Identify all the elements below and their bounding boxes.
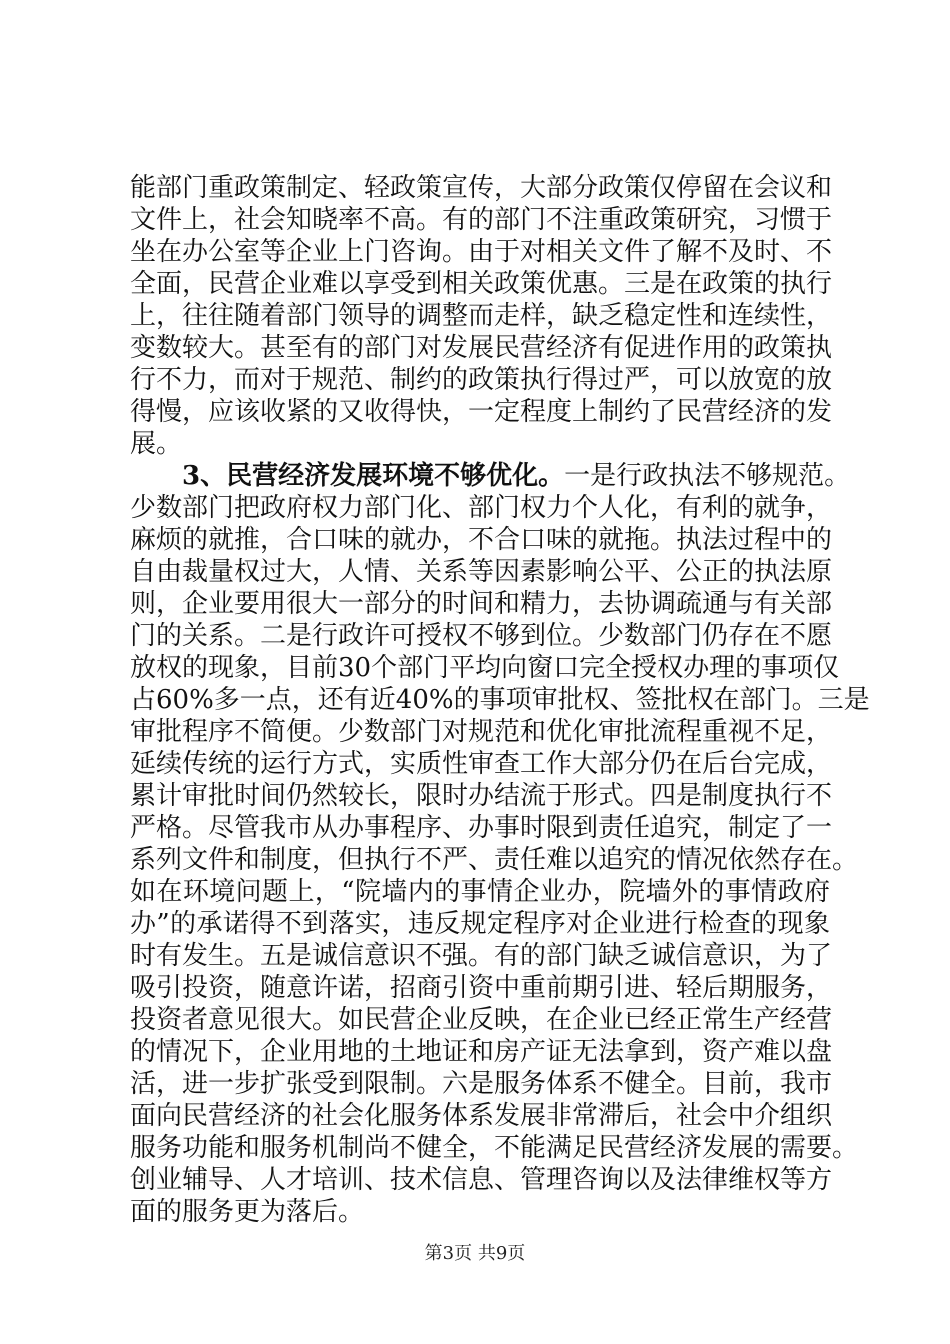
paragraph-1-line: 行不力，而对于规范、制约的政策执行得过严，可以放宽的放	[130, 365, 833, 395]
paragraph-2-line: 吸引投资，随意许诺，招商引资中重前期引进、轻后期服务，	[130, 973, 833, 1003]
paragraph-2-line: 累计审批时间仍然较长，限时办结流于形式。四是制度执行不	[130, 781, 833, 811]
paragraph-2-line: 少数部门把政府权力部门化、部门权力个人化，有利的就争，	[130, 493, 833, 523]
paragraph-2-line: 时有发生。五是诚信意识不强。有的部门缺乏诚信意识，为了	[130, 941, 833, 971]
paragraph-2-line: 放权的现象，目前30个部门平均向窗口完全授权办理的事项仅	[130, 653, 840, 683]
paragraph-2-first-line	[130, 460, 851, 492]
paragraph-2	[130, 460, 870, 1228]
paragraph-1-line: 能部门重政策制定、轻政策宣传，大部分政策仅停留在会议和	[130, 173, 833, 203]
paragraph-2-line: 服务功能和服务机制尚不健全，不能满足民营经济发展的需要。	[130, 1133, 859, 1163]
paragraph-2-line: 门的关系。二是行政许可授权不够到位。少数部门仍存在不愿	[130, 621, 833, 651]
paragraph-2-line: 面的服务更为落后。	[130, 1197, 365, 1227]
paragraph-1-line: 文件上，社会知晓率不高。有的部门不注重政策研究，习惯于	[130, 205, 833, 235]
paragraph-2-line: 延续传统的运行方式，实质性审查工作大部分仍在后台完成，	[130, 749, 833, 779]
paragraph-1-line: 变数较大。甚至有的部门对发展民营经济有促进作用的政策执	[130, 333, 833, 363]
paragraph-1-line: 得慢，应该收紧的又收得快，一定程度上制约了民营经济的发	[130, 397, 833, 427]
paragraph-2-first-line-text: 一是行政执法不够规范。	[564, 461, 851, 491]
paragraph-2-line: 如在环境问题上，“院墙内的事情企业办，院墙外的事情政府	[130, 877, 830, 907]
paragraph-2-line: 面向民营经济的社会化服务体系发展非常滞后，社会中介组织	[130, 1101, 833, 1131]
paragraph-2-line: 严格。尽管我市从办事程序、办事时限到责任追究，制定了一	[130, 813, 833, 843]
paragraph-1-line: 坐在办公室等企业上门咨询。由于对相关文件了解不及时、不	[130, 237, 833, 267]
page-number-footer: 第3页 共9页	[424, 1243, 526, 1264]
paragraph-2-line: 审批程序不简便。少数部门对规范和优化审批流程重视不足，	[130, 717, 833, 747]
document-body	[130, 172, 870, 1228]
paragraph-2-line: 创业辅导、人才培训、技术信息、管理咨询以及法律维权等方	[130, 1165, 833, 1195]
paragraph-2-line: 办”的承诺得不到落实，违反规定程序对企业进行检查的现象	[130, 909, 830, 939]
paragraph-1-line: 全面，民营企业难以享受到相关政策优惠。三是在政策的执行	[130, 269, 833, 299]
paragraph-2-line: 自由裁量权过大，人情、关系等因素影响公平、公正的执法原	[130, 557, 833, 587]
paragraph-1-line: 展。	[130, 429, 183, 459]
paragraph-2-line: 系列文件和制度，但执行不严、责任难以追究的情况依然存在。	[130, 845, 859, 875]
paragraph-2-line: 活，进一步扩张受到限制。六是服务体系不健全。目前，我市	[130, 1069, 833, 1099]
paragraph-2-line: 占60%多一点，还有近40%的事项审批权、签批权在部门。三是	[130, 685, 870, 715]
paragraph-2-line: 则，企业要用很大一部分的时间和精力，去协调疏通与有关部	[130, 589, 833, 619]
paragraph-1	[130, 172, 833, 460]
paragraph-1-line: 上，往往随着部门领导的调整而走样，缺乏稳定性和连续性，	[130, 301, 833, 331]
section-heading: 3、民营经济发展环境不够优化。	[182, 461, 565, 491]
paragraph-2-line: 投资者意见很大。如民营企业反映，在企业已经正常生产经营	[130, 1005, 833, 1035]
paragraph-2-line: 麻烦的就推，合口味的就办，不合口味的就拖。执法过程中的	[130, 525, 833, 555]
paragraph-2-line: 的情况下，企业用地的土地证和房产证无法拿到，资产难以盘	[130, 1037, 833, 1067]
